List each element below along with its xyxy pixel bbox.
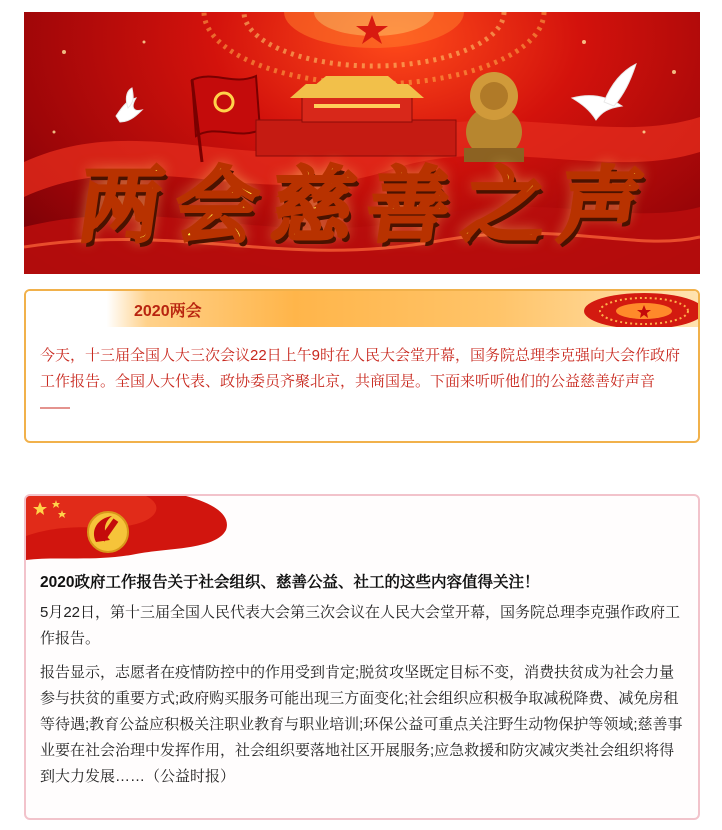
intro-card — [24, 289, 700, 443]
intro-card-title: 2020两会 — [134, 303, 202, 320]
header-banner — [24, 12, 700, 274]
intro-card-text: 今天，十三届全国人大三次会议22日上午9时在人民大会堂开幕，国务院总理李克强向大会作政府工作报告。全国人大代表、政协委员齐聚北京，共商国是。下面来听听他们的公益慈善好声音—— — [40, 347, 681, 416]
tiananmen-icon — [256, 76, 456, 156]
dove-icon — [116, 88, 142, 122]
banner-title: 两会慈善之声 — [73, 158, 663, 254]
ceiling-emblem-icon — [568, 291, 698, 327]
article-paragraph: 报告显示，志愿者在疫情防控中的作用受到肯定;脱贫攻坚既定目标不变，消费扶贫成为社会力量参与扶贫的重要方式;政府购买服务可能出现三方面变化;社会组织应积极争取减税降费、减免房租等待遇;教育公益应积极关注职业教育与职业培训;环保公益可重点关注野生动物保护等领域;慈善事业要在社会治理中发挥作用，社会组织要落地社区开展服务;应急救援和防灾减灾类社会组织将得到大力发展……（公益时报） — [40, 664, 683, 785]
hammer-sickle-icon — [88, 512, 128, 552]
article-header-art — [26, 496, 246, 560]
article-headline: 2020政府工作报告关于社会组织、慈善公益、社工的这些内容值得关注！ — [40, 574, 540, 591]
lion-statue-icon — [464, 72, 524, 162]
article-card — [24, 494, 700, 820]
article-paragraph: 5月22日，第十三届全国人民代表大会第三次会议在人民大会堂开幕，国务院总理李克强作政府工作报告。 — [40, 604, 681, 647]
intro-card-header — [26, 291, 698, 327]
dove-icon — [572, 64, 636, 120]
